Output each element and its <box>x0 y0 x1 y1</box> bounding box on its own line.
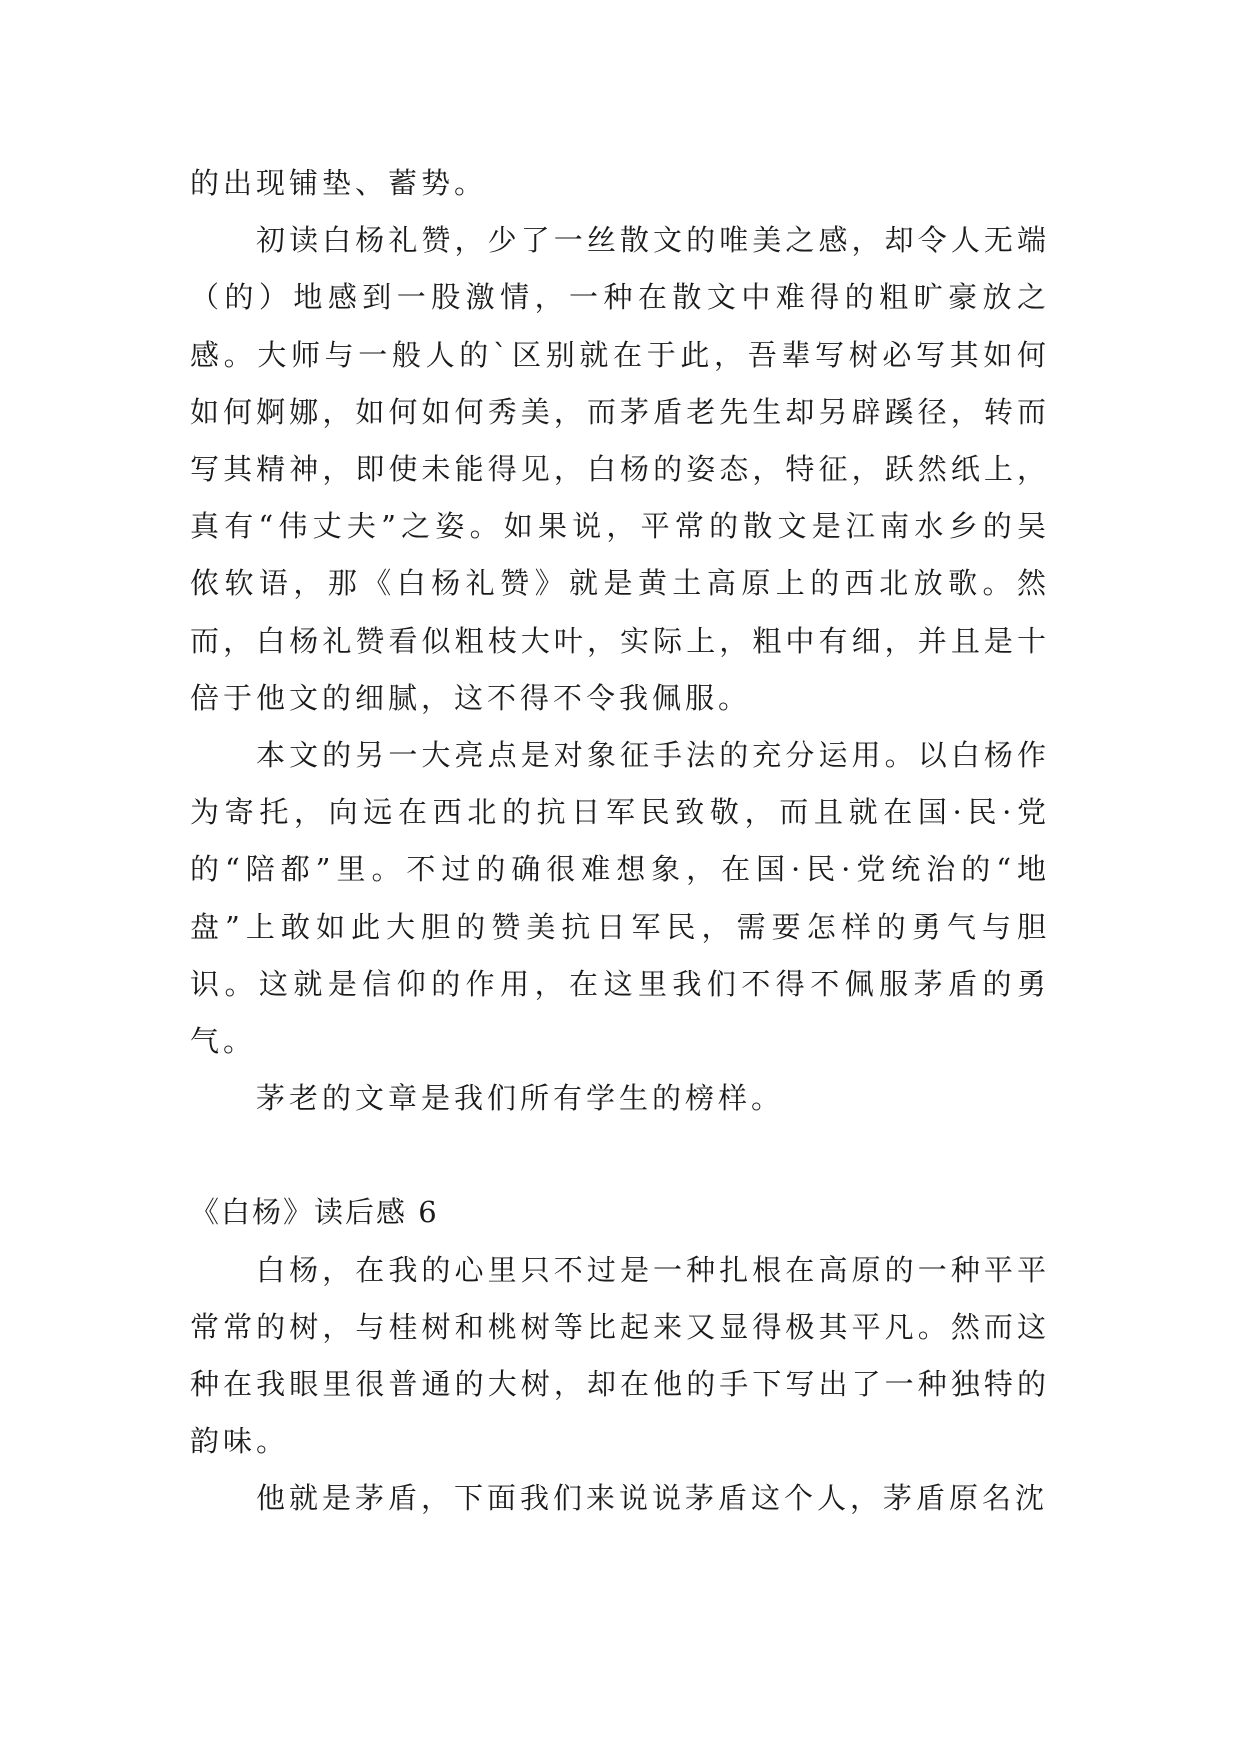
paragraph-reading-impression: 初读白杨礼赞，少了一丝散文的唯美之感，却令人无端（的）地感到一股激情，一种在散文中难得的粗旷豪放之感。大师与一般人的`区别就在于此，吾辈写树必写其如何如何婀娜，如何如何秀美，而茅盾老先生却另辟蹊径，转而写其精神，即使未能得见，白杨的姿态，特征，跃然纸上，真有“伟丈夫”之姿。如果说，平常的散文是江南水乡的吴侬软语，那《白杨礼赞》就是黄土高原上的西北放歌。然而，白杨礼赞看似粗枝大叶，实际上，粗中有细，并且是十倍于他文的细腻，这不得不令我佩服。 <box>190 223 1050 715</box>
paragraph-symbolism: 本文的另一大亮点是对象征手法的充分运用。以白杨作为寄托，向远在西北的抗日军民致敬，而且就在国·民·党的“陪都”里。不过的确很难想象，在国·民·党统治的“地盘”上敢如此大胆的赞美抗日军民，需要怎样的勇气与胆识。这就是信仰的作用，在这里我们不得不佩服茅盾的勇气。 <box>190 738 1050 1059</box>
paragraph-continuation: 的出现铺垫、蓄势。 <box>190 166 488 200</box>
paragraph-maodun-intro: 他就是茅盾，下面我们来说说茅盾这个人，茅盾原名沈 <box>256 1481 1049 1516</box>
paragraph-role-model: 茅老的文章是我们所有学生的榜样。 <box>256 1081 785 1116</box>
document-body <box>190 155 1050 1528</box>
section-gap <box>190 1127 1050 1184</box>
section-heading: 《白杨》读后感 6 <box>190 1195 439 1230</box>
paragraph-poplar-intro: 白杨，在我的心里只不过是一种扎根在高原的一种平平常常的树，与桂树和桃树等比起来又显得极其平凡。然而这种在我眼里很普通的大树，却在他的手下写出了一种独特的韵味。 <box>190 1252 1050 1459</box>
